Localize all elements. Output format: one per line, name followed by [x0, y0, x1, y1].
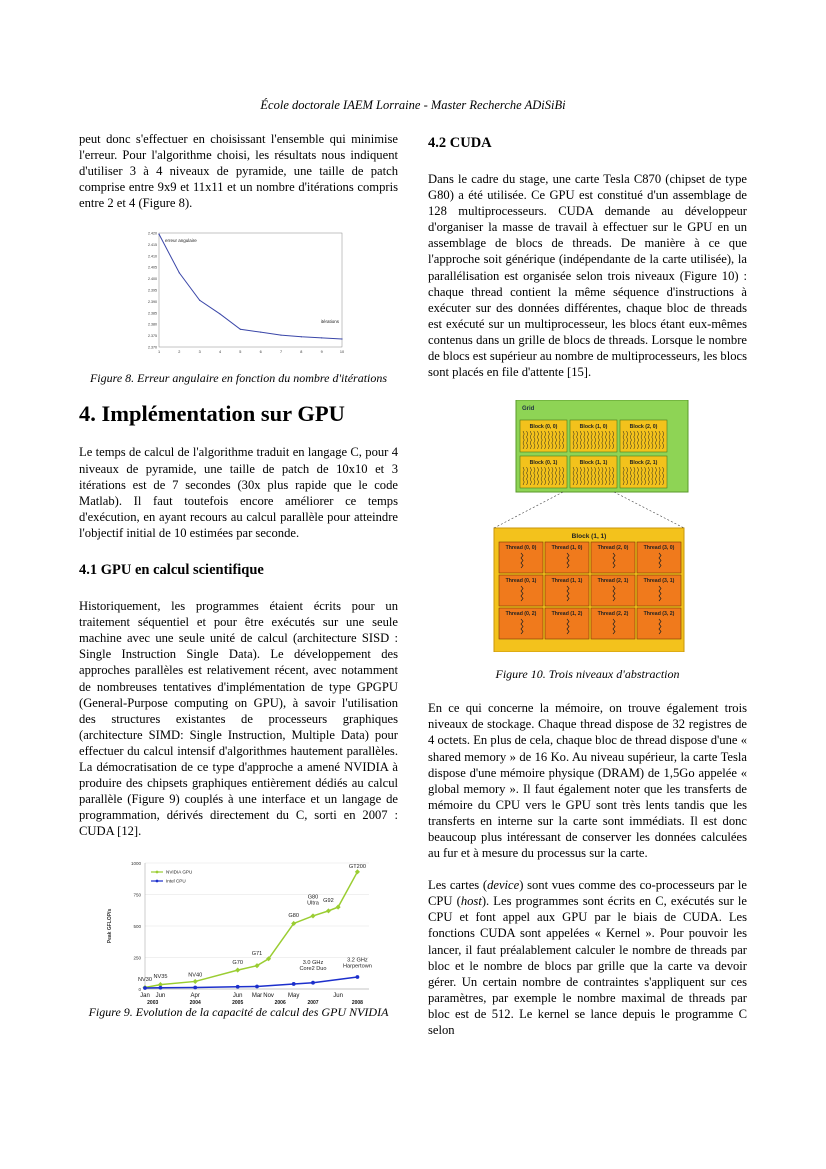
chip-annotation: Ultra — [307, 901, 319, 908]
thread-cell — [637, 542, 681, 573]
data-point — [179, 273, 180, 274]
y-tick-label: 2.400 — [148, 277, 157, 282]
paragraph: peut donc s'effectuer en choisissant l'ensemble qui minimise l'erreur. Pour l'algorithme choisi, les résultats nous indiquent d'utiliser 3 à 4 niveaux de pyramide, une taille de patch comprise entre 9x9 et 11x11 et un nombre d'itérations compris entre 2 et 4 (Figure 8). — [79, 132, 398, 211]
right-column — [428, 131, 747, 1038]
block-label: Block (1, 1) — [571, 533, 607, 541]
paragraph: Les cartes (device) sont vues comme des co-processeurs par le CPU (host). Les programmes sont écrits en C, exécutés sur le CPU et font appel aux GPU par le biais de CUDA. Les fonctions CUDA sont appelées « Kernel ». Pour pouvoir les lancer, il faut préalablement calculer le nombre de threads par bloc et le nombre de blocs par grille que la carte va devoir gérer. Un certain nombre de contraintes s'appliquent sur ces paramètres, par exemple le nombre maximal de threads par bloc est de 512. Le kernel se lance depuis le programme C selon — [428, 878, 747, 1037]
figure-9-caption: Figure 9. Evolution de la capacité de calcul des GPU NVIDIA — [88, 1005, 389, 1020]
thread-cell — [499, 608, 543, 639]
block-label: Block (1, 0) — [579, 424, 608, 431]
legend-marker — [156, 880, 159, 883]
x-year-label: 2005 — [232, 1000, 244, 1006]
thread-cell — [637, 575, 681, 606]
block-cell — [620, 456, 667, 488]
block-label: Block (0, 1) — [529, 460, 558, 467]
emphasis: host — [460, 894, 482, 909]
figure-8 — [139, 225, 347, 365]
thread-cell — [591, 575, 635, 606]
axis-annotation: itérations — [320, 319, 339, 325]
angular-error-chart — [139, 225, 347, 365]
x-tick-label: 9 — [320, 350, 323, 355]
thread-cell — [499, 542, 543, 573]
y-tick-label: 2.370 — [148, 345, 157, 350]
thread-label: Thread (1, 2) — [551, 611, 583, 618]
grid-label: Grid — [522, 406, 535, 413]
block-label: Block (0, 0) — [529, 424, 558, 431]
x-tick-label: Mar — [251, 993, 263, 1000]
paragraph: Le temps de calcul de l'algorithme traduit en langage C, pour 4 niveaux de pyramide, une taille de patch de 10x10 et 3 itérations est de 7 secondes (30x plus rapide que le code Matlab). Il faut toutefois encore améliorer ce temps d'exécution, en ayant recours au calcul parallèle pour atteindre l'objectif initial de 10 estimées par seconde. — [79, 445, 398, 540]
block-cell — [520, 420, 567, 452]
subsection-title: 4.1 GPU en calcul scientifique — [79, 562, 264, 579]
subsection-title: 4.2 CUDA — [428, 135, 492, 151]
x-year-label: 2004 — [189, 1000, 201, 1006]
connector-line — [614, 492, 684, 528]
y-tick-label: 2.390 — [148, 300, 157, 305]
y-tick-label: 2.395 — [148, 288, 157, 293]
x-tick-label: Nov — [263, 993, 274, 1000]
x-tick-label: Apr — [190, 993, 200, 1000]
y-tick-label: 500 — [133, 924, 141, 930]
thread-label: Thread (0, 1) — [505, 578, 537, 585]
y-tick-label: 2.420 — [148, 231, 157, 236]
thread-cell — [545, 575, 589, 606]
y-tick-label: 250 — [133, 955, 141, 961]
x-tick-label: 1 — [157, 350, 161, 355]
thread-label: Thread (2, 1) — [597, 578, 629, 585]
chip-annotation: G80 — [307, 895, 319, 902]
y-tick-label: 2.410 — [148, 254, 157, 259]
section-title: 4. Implémentation sur GPU — [79, 401, 345, 427]
y-tick-label: 2.385 — [148, 311, 157, 316]
thread-cell — [591, 608, 635, 639]
y-tick-label: 2.375 — [148, 334, 157, 339]
block-cell — [570, 456, 617, 488]
data-point — [255, 985, 259, 989]
x-tick-label: 10 — [339, 350, 345, 355]
thread-cell — [591, 542, 635, 573]
thread-cell — [545, 608, 589, 639]
chip-annotation: G71 — [251, 951, 263, 958]
x-tick-label: 3 — [198, 350, 201, 355]
chip-annotation: 3.2 GHz — [347, 958, 368, 965]
paragraph: En ce qui concerne la mémoire, on trouve également trois niveaux de stockage. Chaque thread dispose de 32 registres de 4 octets. En plus de cela, chaque bloc de thread dispose d'une « shared memory » de 16 Ko. Au niveau supérieur, la carte Tesla dispose d'une mémoire physique (DRAM) de 1,5Go appelée « global memory ». Il faut également noter que les transferts de mémoire du CPU vers le GPU sont très lents tandis que les transferts en interne sur la carte sont immédiats. Il est donc beaucoup plus intéressant de conserver les données calculées au fur et à mesure du processus sur la carte. — [428, 701, 747, 861]
y-tick-label: 0 — [138, 987, 141, 993]
chip-annotation: NV35 — [153, 974, 168, 981]
thread-label: Thread (3, 2) — [643, 611, 675, 618]
figure-9 — [101, 843, 376, 1005]
data-point — [292, 982, 296, 986]
x-year-label: 2006 — [274, 1000, 286, 1006]
data-point — [240, 329, 241, 330]
data-point — [236, 985, 240, 989]
data-point — [311, 981, 315, 985]
chip-annotation: GT200 — [348, 864, 366, 871]
thread-label: Thread (3, 1) — [643, 578, 675, 585]
thread-label: Thread (2, 0) — [597, 545, 629, 552]
x-tick-label: Jun — [232, 993, 243, 1000]
left-column — [79, 131, 398, 1020]
block-cell — [520, 456, 567, 488]
thread-cell — [499, 575, 543, 606]
data-point — [199, 300, 200, 301]
figure-10-caption: Figure 10. Trois niveaux d'abstraction — [495, 667, 680, 682]
data-point — [280, 335, 281, 336]
legend-label: NVIDIA GPU — [166, 870, 193, 876]
block-label: Block (2, 1) — [629, 460, 658, 467]
thread-cell — [637, 608, 681, 639]
x-tick-label: 2 — [178, 350, 181, 355]
x-tick-label: Jun — [155, 993, 166, 1000]
thread-label: Thread (1, 1) — [551, 578, 583, 585]
x-tick-label: 8 — [300, 350, 303, 355]
data-point — [356, 976, 360, 980]
x-tick-label: 7 — [279, 350, 283, 355]
chart-background — [139, 225, 347, 365]
x-year-label: 2007 — [307, 1000, 319, 1006]
y-tick-label: 2.380 — [148, 323, 157, 328]
thread-label: Thread (0, 2) — [505, 611, 537, 618]
paragraph: Historiquement, les programmes étaient écrits pour un traitement séquentiel et pour être exécutés sur une seule machine avec une seule unité de calcul (architecture SISD : Single Instruction Single Data). Le développement des approches parallèles est relativement récent, avec notamment de nombreuses tentatives d'implémentation de type GPGPU (General-Purpose computing on GPU), à savoir l'utilisation des structures existantes de processeurs graphiques (architecture SIMD: Single Instruction, Multiple Data) pour effectuer du calcul intensif d'algorithmes hautement parallèles. La démocratisation de ce type d'approche a amené NVIDIA à produire des chipsets graphiques entièrement dédiés au calcul parallèle (Figure 9) couplés à une interface et un langage de programmation, dérivés directement du C, sorti en 2007 : CUDA [12]. — [79, 599, 398, 839]
thread-label: Thread (2, 2) — [597, 611, 629, 618]
data-point — [321, 338, 322, 339]
x-tick-label: 6 — [259, 350, 262, 355]
block-cell — [570, 420, 617, 452]
x-year-label: 2003 — [147, 1000, 159, 1006]
chip-annotation: G80 — [288, 913, 299, 920]
x-tick-label: 5 — [239, 350, 242, 355]
legend-label: Intel CPU — [166, 879, 186, 885]
connector-line — [494, 492, 563, 528]
block-cell — [620, 420, 667, 452]
chip-annotation: Core2 Duo — [299, 966, 327, 973]
x-tick-label: May — [288, 993, 300, 1000]
block-label: Block (1, 1) — [579, 460, 608, 467]
chip-annotation: G70 — [232, 960, 243, 967]
data-point — [301, 337, 302, 338]
running-header: École doctorale IAEM Lorraine - Master Recherche ADiSiBi — [260, 98, 566, 112]
legend-label: erreur angulaire — [165, 238, 197, 244]
emphasis: device — [487, 878, 520, 893]
figure-10 — [428, 400, 747, 652]
chip-annotation: 3.0 GHz — [302, 960, 324, 967]
data-point — [193, 986, 197, 990]
data-point — [260, 332, 261, 333]
x-tick-label: 4 — [218, 350, 222, 355]
cuda-hierarchy-diagram — [428, 400, 747, 652]
block-label: Block (2, 0) — [629, 424, 658, 431]
data-point — [158, 234, 159, 235]
y-tick-label: 750 — [133, 892, 141, 898]
y-tick-label: 2.405 — [148, 266, 157, 271]
x-year-label: 2008 — [351, 1000, 363, 1006]
chip-annotation: NV30 — [138, 977, 152, 984]
thread-label: Thread (3, 0) — [643, 545, 675, 552]
thread-label: Thread (1, 0) — [551, 545, 583, 552]
chip-annotation: Harpertown — [342, 964, 372, 971]
thread-cell — [545, 542, 589, 573]
x-tick-label: Jan — [140, 993, 150, 1000]
y-tick-label: 2.415 — [148, 243, 157, 248]
y-axis-label: Peak GFLOP/s — [107, 909, 113, 944]
data-point — [219, 314, 220, 315]
y-tick-label: 1000 — [130, 861, 141, 867]
gflops-chart — [101, 843, 376, 1005]
data-point — [143, 987, 147, 991]
thread-label: Thread (0, 0) — [505, 545, 537, 552]
chip-annotation: NV40 — [188, 972, 203, 979]
data-point — [341, 339, 342, 340]
data-point — [159, 986, 163, 990]
figure-8-caption: Figure 8. Erreur angulaire en fonction du nombre d'itérations — [89, 371, 388, 386]
legend-marker — [156, 871, 159, 874]
chip-annotation: G92 — [323, 898, 334, 905]
paragraph: Dans le cadre du stage, une carte Tesla C870 (chipset de type G80) a été utilisée. Ce GPU est constitué d'un assemblage de 128 multiprocesseurs. CUDA demande au développeur d'organiser la masse de travail à effectuer sur le GPU en un assemblage de blocs de threads. De manière à ce que l'approche soit générique (indépendante de la carte utilisée), la parallélisation est organisée selon trois niveaux (Figure 10) : chaque thread contient la même séquence d'instructions à exécuter sur des données différentes, chaque bloc de threads est exécuté sur un multiprocesseur, les blocs étant eux-mêmes contenus dans un grille de blocs de threads. Lorsque le nombre de blocs est supérieur au nombre de multiprocesseurs, les blocs sont placés en file d'attente [15]. — [428, 172, 747, 380]
x-tick-label: Jun — [333, 993, 343, 1000]
